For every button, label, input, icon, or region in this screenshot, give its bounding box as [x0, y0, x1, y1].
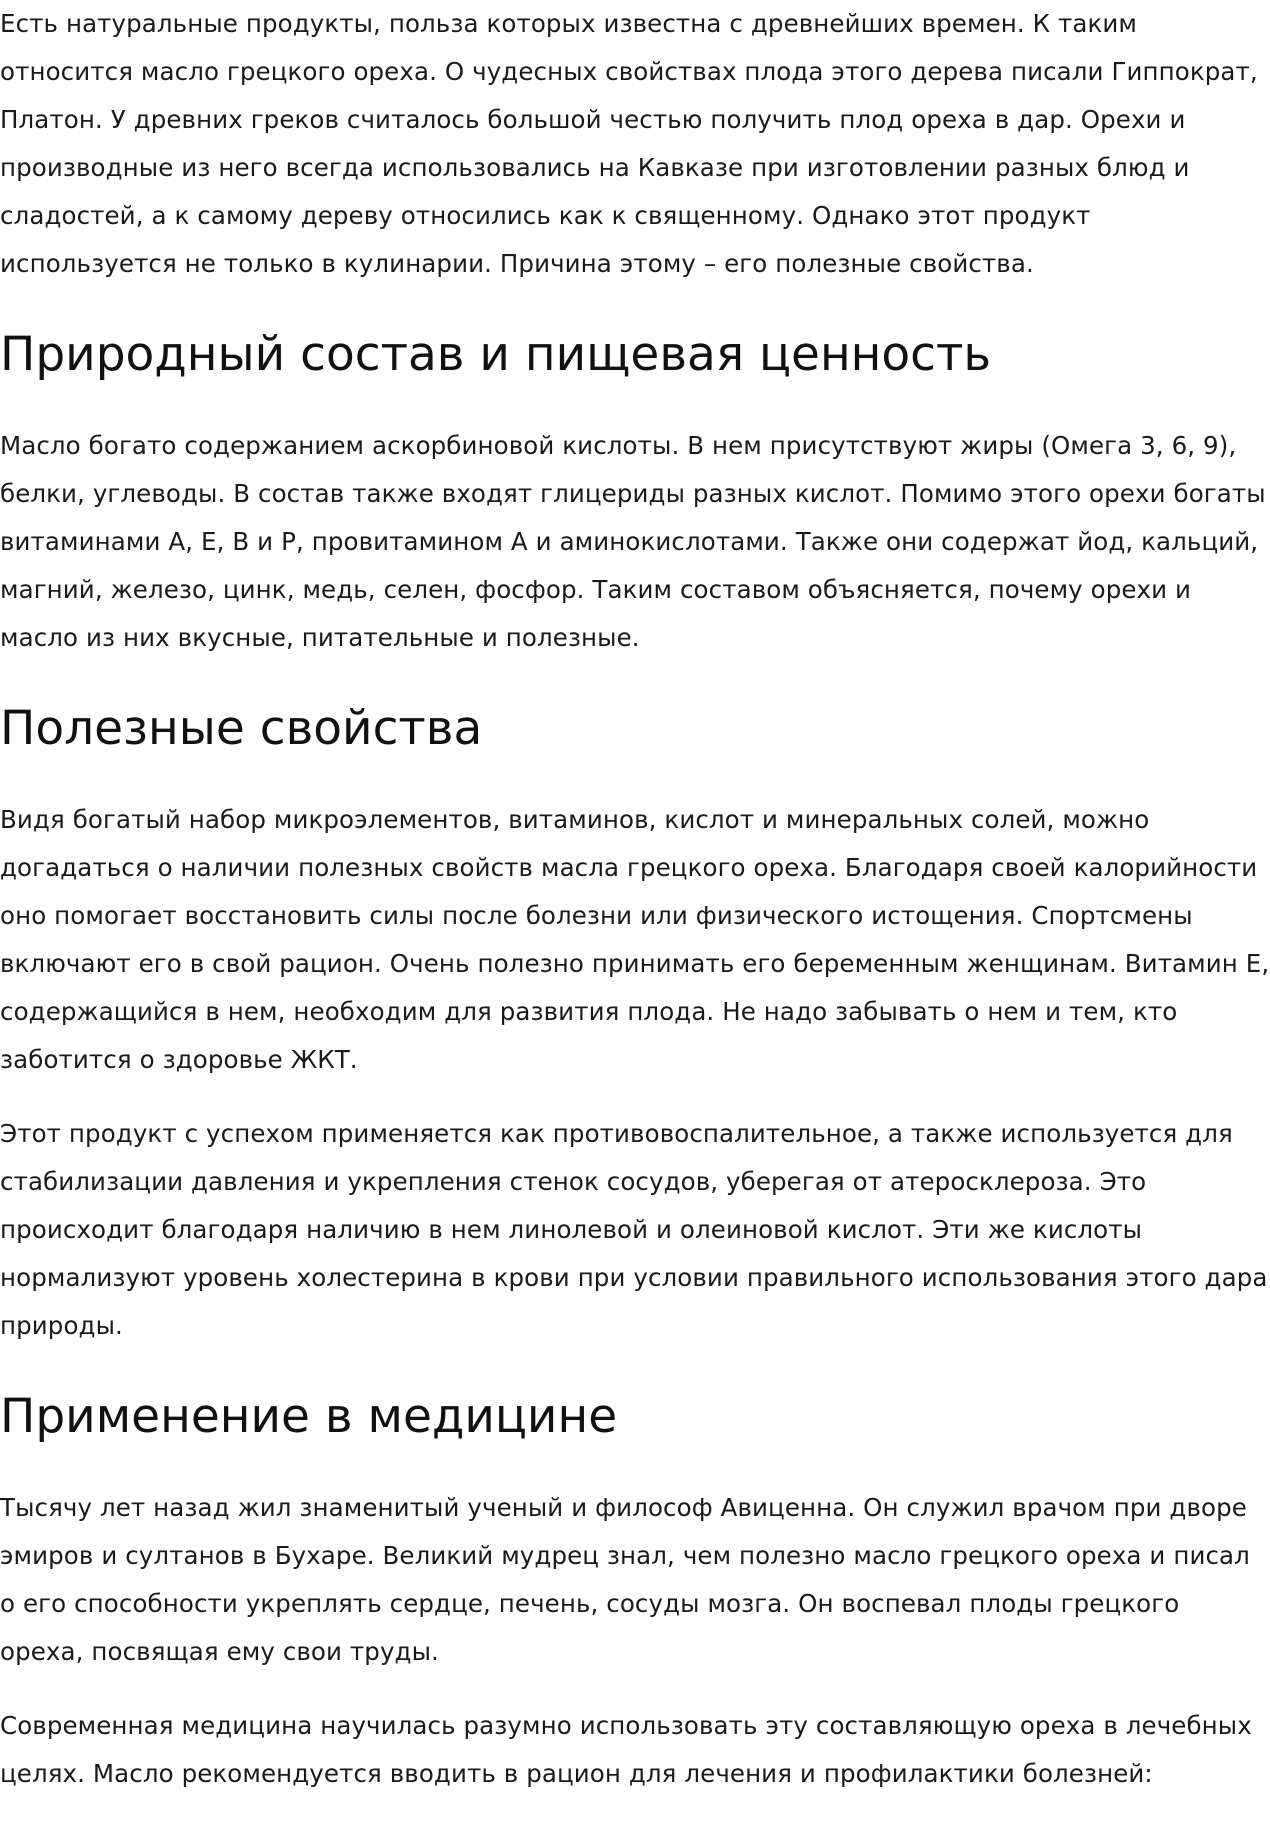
benefits-paragraph-2: Этот продукт с успехом применяется как противовоспалительное, а также используется для стабилизации давления и укрепления стенок сосудов, уберегая от атеросклероза. Это происходит благодаря наличию в нем линолевой и олеиновой кислот. Эти же кислоты нормализуют уровень холестерина в крови при условии правильного использования этого дара природы. — [0, 1119, 1268, 1340]
section-heading-medicine: Применение в медицине — [0, 1389, 618, 1444]
section-heading-composition: Природный состав и пищевая ценность — [0, 327, 992, 382]
benefits-paragraph-1: Видя богатый набор микроэлементов, витаминов, кислот и минеральных солей, можно догадаться о наличии полезных свойств масла грецкого ореха. Благодаря своей калорийности оно помогает восстановить силы после болезни или физического истощения. Спортсмены включают его в свой рацион. Очень полезно принимать его беременным женщинам. Витамин Е, содержащийся в нем, необходим для развития плода. Не надо забывать о нем и тем, кто заботится о здоровье ЖКТ. — [0, 805, 1270, 1074]
section-heading-benefits: Полезные свойства — [0, 701, 483, 756]
intro-paragraph: Есть натуральные продукты, польза которых известна с древнейших времен. К таким относится масло грецкого ореха. О чудесных свойствах плода этого дерева писали Гиппократ, Платон. У древних греков считалось большой честью получить плод ореха в дар. Орехи и производные из него всегда использовались на Кавказе при изготовлении разных блюд и сладостей, а к самому дереву относились как к священному. Однако этот продукт используется не только в кулинарии. Причина этому – его полезные свойства. — [0, 9, 1258, 278]
medicine-paragraph-1: Тысячу лет назад жил знаменитый ученый и философ Авиценна. Он служил врачом при дворе эмиров и султанов в Бухаре. Великий мудрец знал, чем полезно масло грецкого ореха и писал о его способности укреплять сердце, печень, сосуды мозга. Он воспевал плоды грецкого ореха, посвящая ему свои труды. — [0, 1493, 1250, 1666]
composition-paragraph: Масло богато содержанием аскорбиновой кислоты. В нем присутствуют жиры (Омега 3, 6, 9), белки, углеводы. В состав также входят глицериды разных кислот. Помимо этого орехи богаты витаминами А, Е, В и Р, провитамином А и аминокислотами. Также они содержат йод, кальций, магний, железо, цинк, медь, селен, фосфор. Таким составом объясняется, почему орехи и масло из них вкусные, питательные и полезные. — [0, 431, 1266, 652]
medicine-paragraph-2: Современная медицина научилась разумно использовать эту составляющую ореха в лечебных целях. Масло рекомендуется вводить в рацион для лечения и профилактики болезней: — [0, 1711, 1252, 1788]
